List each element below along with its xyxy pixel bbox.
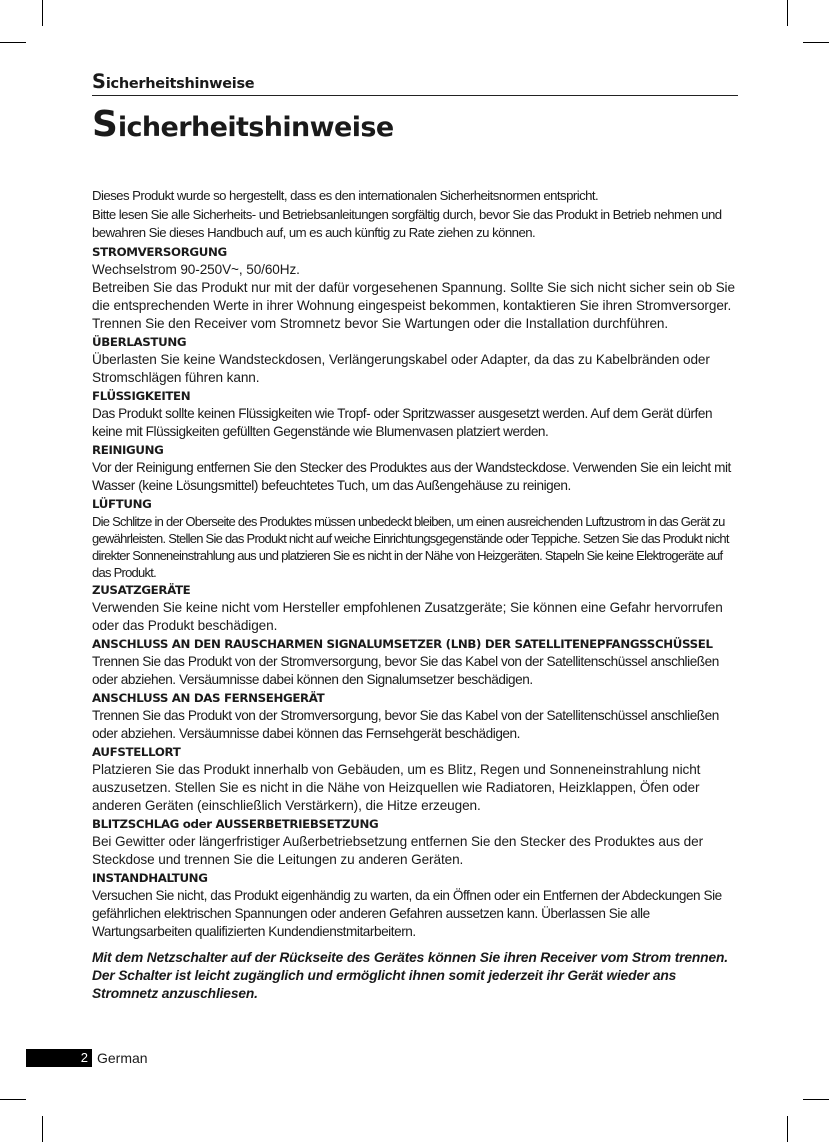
section-text: Trennen Sie das Produkt von der Stromversorgung, bevor Sie das Kabel von der Satellitenschüssel anschließen oder abziehen. Versäumnisse dabei können den Signalumsetzer beschädigen. [92, 653, 719, 687]
page-title [92, 104, 394, 145]
section-text: Versuchen Sie nicht, das Produkt eigenhändig zu warten, da ein Öffnen oder ein Entfernen der Abdeckungen Sie gefährlichen elektrischen Spannungen oder anderen Gefahren aussetzen kann. Überlassen Sie alle Wartungsarbeiten qualifizierten Kundendienstmitarbeitern. [92, 887, 722, 939]
section-heading-maintenance: INSTANDHALTUNG [92, 870, 208, 885]
crop-mark [0, 1099, 26, 1100]
running-header-initial: S [92, 70, 106, 93]
section-heading-tv: ANSCHLUSS AN DAS FERNSEHGERÄT [92, 690, 325, 705]
section-text: Platzieren Sie das Produkt innerhalb von Gebäuden, um es Blitz, Regen und Sonneneinstrahlung nicht auszusetzen. Stellen Sie es nicht in die Nähe von Heizquellen wie Radiatoren, Heizklappen, Öfen oder anderen Geräten (einschließlich Verstärkern), die Hitze erzeugen. [92, 761, 701, 813]
section-heading-power: STROMVERSORGUNG [92, 244, 227, 259]
running-header [92, 70, 738, 93]
intro-paragraph: Bitte lesen Sie alle Sicherheits- und Betriebsanleitungen sorgfältig durch, bevor Sie das Produkt in Betrieb nehmen und bewahren Sie dieses Handbuch auf, um es auch künftig zu Rate ziehen zu können. [92, 206, 722, 241]
page-number: 2 [26, 1049, 92, 1067]
header-rule [92, 95, 738, 96]
section-text: Bei Gewitter oder längerfristiger Außerbetriebsetzung entfernen Sie den Stecker des Produktes aus der Steckdose und trennen Sie die Leitungen zu anderen Geräten. [92, 833, 704, 867]
section-text: Vor der Reinigung entfernen Sie den Stecker des Produktes aus der Wandsteckdose. Verwenden Sie ein leicht mit Wasser (keine Lösungsmittel) befeuchtetes Tuch, um das Außengehäuse zu reinigen. [92, 459, 731, 493]
section-heading-overload: ÜBERLASTUNG [92, 334, 187, 349]
crop-mark [803, 42, 829, 43]
section-heading-lnb: ANSCHLUSS AN DEN RAUSCHARMEN SIGNALUMSETZER (LNB) DER SATELLITENEPFANGSSCHÜSSEL [92, 636, 713, 651]
section-heading-attachments: ZUSATZGERÄTE [92, 582, 191, 597]
closing-note: Mit dem Netzschalter auf der Rückseite des Gerätes können Sie ihren Receiver vom Strom trennen. Der Schalter ist leicht zugänglich und ermöglicht ihnen somit jederzeit ihr Gerät wieder ans Stromnetz anzuschliesen. [92, 949, 728, 1001]
safety-content [92, 187, 740, 1003]
page-title-initial: S [92, 104, 118, 145]
section-heading-liquids: FLÜSSIGKEITEN [92, 388, 191, 403]
crop-mark [803, 1099, 829, 1100]
section-text: Das Produkt sollte keinen Flüssigkeiten wie Tropf- oder Spritzwasser ausgesetzt werden. Auf dem Gerät dürfen keine mit Flüssigkeiten gefüllten Gegenstände wie Blumenvasen platziert werden. [92, 405, 713, 439]
crop-mark [787, 1116, 788, 1142]
section-text: Überlasten Sie keine Wandsteckdosen, Verlängerungskabel oder Adapter, da das zu Kabelbränden oder Stromschlägen führen kann. [92, 351, 710, 385]
section-heading-ventilation: LÜFTUNG [92, 496, 152, 511]
footer-language: German [97, 1050, 148, 1066]
section-text: Trennen Sie das Produkt von der Stromversorgung, bevor Sie das Kabel von der Satellitenschüssel anschließen oder abziehen. Versäumnisse dabei können das Fernsehgerät beschädigen. [92, 707, 719, 741]
crop-mark [42, 0, 43, 26]
running-header-text: icherheitshinweise [105, 76, 255, 92]
crop-mark [42, 1116, 43, 1142]
crop-mark [787, 0, 788, 26]
page-title-text: icherheitshinweise [117, 112, 394, 143]
section-heading-location: AUFSTELLORT [92, 744, 181, 759]
section-heading-cleaning: REINIGUNG [92, 442, 164, 457]
intro-paragraph: Dieses Produkt wurde so hergestellt, dass es den internationalen Sicherheitsnormen entspricht. [92, 188, 599, 203]
section-heading-lightning: BLITZSCHLAG oder AUSSERBETRIEBSETZUNG [92, 816, 379, 831]
section-text: Die Schlitze in der Oberseite des Produktes müssen unbedeckt bleiben, um einen ausreichenden Luftzustrom in das Gerät zu gewährleisten. Stellen Sie das Produkt nicht auf weiche Einrichtungsgegenstände oder Teppiche. Setzen Sie das Produkt nicht direkter Sonneneinstrahlung aus und platzieren Sie es nicht in der Nähe von Heizgeräten. Stapeln Sie keine Elektrogeräte auf das Produkt. [92, 513, 729, 580]
section-text: Betreiben Sie das Produkt nur mit der dafür vorgesehenen Spannung. Sollte Sie sich nicht sicher sein ob Sie die entsprechenden Werte in ihrer Wohnung eingespeist bekommen, kontaktieren Sie ihren Stromversorger. Trennen Sie den Receiver vom Stromnetz bevor Sie Wartungen oder die Installation durchführen. [92, 279, 735, 331]
section-text: Verwenden Sie keine nicht vom Hersteller empfohlenen Zusatzgeräte; Sie können eine Gefahr hervorrufen oder das Produkt beschädigen. [92, 599, 723, 633]
section-text: Wechselstrom 90-250V~, 50/60Hz. [92, 261, 300, 277]
crop-mark [0, 42, 26, 43]
